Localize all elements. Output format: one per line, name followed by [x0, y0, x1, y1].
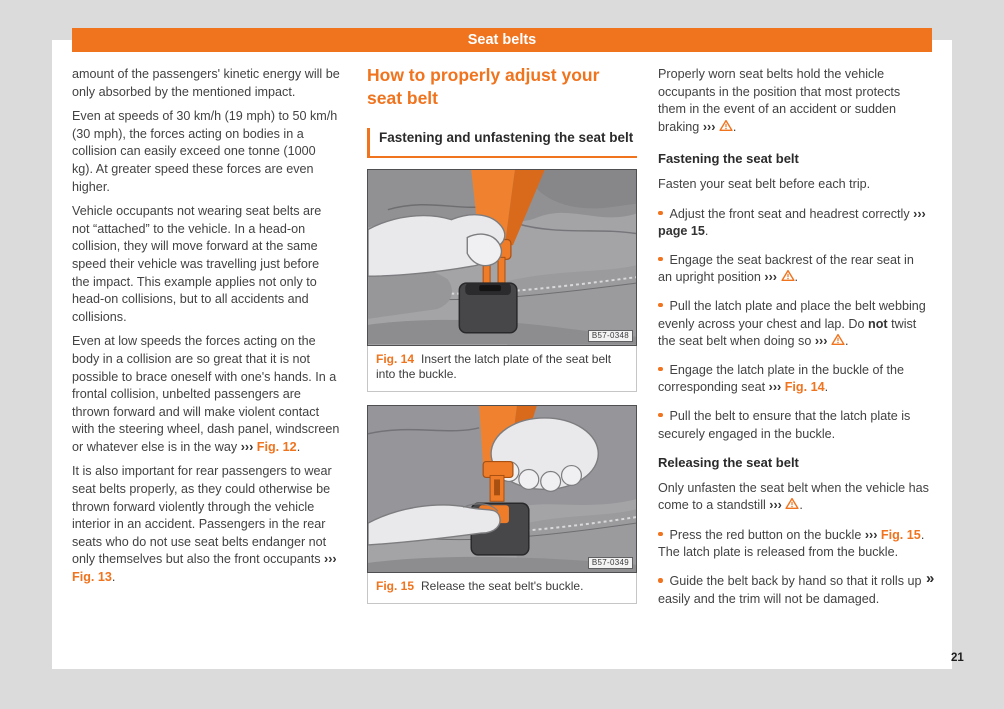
- text-run: . The latch plate is released from the buckle.: [658, 527, 925, 560]
- text-run: Pull the belt to ensure that the latch plate is securely engaged in the buckle.: [658, 408, 911, 441]
- figure-label: Fig. 15: [376, 579, 415, 594]
- text-run: .: [794, 270, 799, 285]
- sub-section-heading: Fastening the seat belt: [658, 151, 799, 167]
- paragraph: [72, 108, 340, 196]
- figure-caption-row: [368, 573, 636, 603]
- list-item: [658, 362, 930, 397]
- page-number: 21: [951, 652, 964, 664]
- text-run: Pull the latch plate and place the belt webbing evenly across your chest and lap. Do: [658, 298, 926, 331]
- text-run: .: [732, 119, 737, 134]
- cross-reference-link[interactable]: Fig. 13: [72, 570, 112, 585]
- list-item: [658, 252, 930, 287]
- instruction-list: [658, 206, 930, 444]
- middle-column: [367, 64, 637, 617]
- cross-reference-link[interactable]: Fig. 12: [256, 439, 297, 454]
- text-run: Properly worn seat belts hold the vehicle occupants in the position that most protects them in the event of an accident or sudden braking: [658, 67, 901, 134]
- text-run: Engage the seat backrest of the rear seat in an upright position: [658, 252, 914, 285]
- text-run: .: [111, 570, 116, 585]
- warning-triangle-icon: [781, 269, 795, 282]
- sub-heading: Fastening and unfastening the seat belt: [367, 128, 637, 158]
- list-item: [658, 527, 930, 562]
- sub-section-heading: Releasing the seat belt: [658, 455, 799, 471]
- paragraph: [72, 333, 340, 456]
- paragraph: [72, 66, 340, 101]
- right-column: [658, 66, 930, 619]
- emphasis-text: not: [868, 316, 888, 331]
- text-run: .: [824, 380, 829, 395]
- emphasis-text: ›››: [769, 498, 782, 513]
- figure-code: B57-0348: [588, 330, 633, 342]
- list-item: [658, 206, 930, 241]
- paragraph: [72, 463, 340, 586]
- emphasis-text: ›››: [814, 334, 828, 349]
- text-run: .: [296, 439, 301, 454]
- text-run: amount of the passengers' kinetic energy will be only absorbed by the mentioned impact.: [72, 67, 340, 99]
- instruction-list: [658, 527, 930, 608]
- text-run: twist the seat belt when doing so: [658, 316, 917, 349]
- section-header-bar: [72, 28, 932, 52]
- text-run: It is also important for rear passengers to wear seat belts properly, as they could otherwise be thrown forward violently through the vehicle interior in an accident. Passengers in the rear seats who do not use seat belts endanger not only themselves but also the front occupants: [72, 464, 332, 567]
- section-title: Seat belts: [467, 32, 537, 48]
- figure-caption: Insert the latch plate of the seat belt into the buckle.: [376, 351, 612, 382]
- paragraph: [658, 66, 930, 136]
- emphasis-text: ›››: [768, 380, 785, 395]
- figure-14-image: [367, 169, 637, 346]
- text-run: Even at speeds of 30 km/h (19 mph) to 50 km/h (30 mph), the forces acting on bodies in a collision can easily exceed one tonne (1000 kg). At greater speed these forces are even higher.: [72, 109, 338, 194]
- emphasis-text: ›››: [324, 552, 337, 567]
- emphasis-text: ››› page 15: [658, 206, 926, 239]
- paragraph: [658, 176, 930, 194]
- figure-code: B57-0349: [588, 557, 633, 569]
- text-run: .: [844, 334, 849, 349]
- cross-reference-link[interactable]: Fig. 15: [880, 527, 921, 542]
- figure-label: Fig. 14: [376, 351, 415, 366]
- emphasis-text: ›››: [702, 119, 716, 134]
- buckle-insert-illustration: [368, 170, 636, 345]
- continuation-mark: »: [926, 570, 935, 587]
- text-run: Vehicle occupants not wearing seat belts are not “attached” to the vehicle. In a head-on collision, they will move forward at the same speed their vehicle was travelling just before the impact. This example applies not only to head-on collisions, but to all accidents and collisions.: [72, 204, 322, 324]
- text-run: Press the red button on the buckle: [669, 527, 865, 542]
- buckle-release-illustration: [368, 406, 636, 573]
- text-run: Guide the belt back by hand so that it rolls up easily and the trim will not be damaged.: [658, 574, 922, 606]
- text-run: Even at low speeds the forces acting on the body in a collision are so great that it is not possible to brace oneself with one's hands. In a frontal collision, unbelted passengers are thrown forward and will make violent contact with the steering wheel, dash panel, windscreen or whatever else is in the way: [72, 334, 340, 454]
- warning-triangle-icon: [831, 333, 845, 346]
- left-column: [72, 66, 340, 594]
- figure-caption: Release the seat belt's buckle.: [421, 579, 584, 594]
- paragraph: [658, 480, 930, 515]
- article-heading: How to properly adjust your seat belt: [367, 65, 600, 108]
- list-item: [658, 573, 930, 608]
- emphasis-text: ›››: [864, 527, 881, 542]
- text-run: .: [704, 224, 709, 239]
- text-run: Fasten your seat belt before each trip.: [658, 176, 871, 191]
- warning-triangle-icon: [719, 119, 733, 132]
- text-run: Only unfasten the seat belt when the vehicle has come to a standstill: [658, 480, 929, 513]
- figure-caption-row: [368, 346, 636, 391]
- list-item: [658, 408, 930, 443]
- figure-15-image: [367, 405, 637, 574]
- figure-15: [367, 405, 637, 604]
- paragraph: [72, 203, 340, 326]
- warning-triangle-icon: [785, 497, 799, 510]
- emphasis-text: ›››: [240, 439, 257, 454]
- text-run: Adjust the front seat and headrest correctly: [669, 206, 914, 221]
- list-item: [658, 298, 930, 351]
- emphasis-text: ›››: [764, 270, 778, 285]
- text-run: Engage the latch plate in the buckle of the corresponding seat: [658, 362, 905, 395]
- cross-reference-link[interactable]: Fig. 14: [784, 380, 825, 395]
- text-run: .: [799, 498, 803, 513]
- figure-14: [367, 169, 637, 392]
